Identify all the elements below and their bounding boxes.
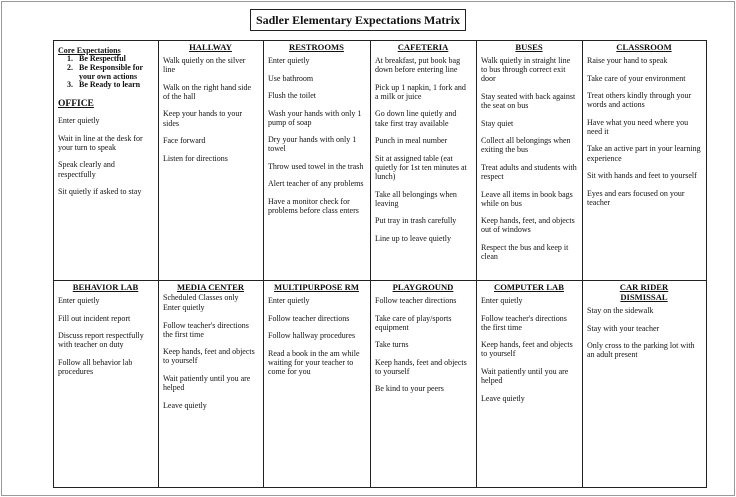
media-center-item: Keep hands, feet and objects to yourself: [163, 347, 255, 366]
buses-item: Walk quietly in straight line to bus through correct exit door: [481, 56, 571, 84]
hallway-cell: [159, 41, 264, 281]
classroom-item: Raise your hand to speak: [587, 56, 668, 65]
hallway-item: Keep your hands to your sides: [163, 109, 243, 128]
buses-item: Treat adults and students with respect: [481, 162, 577, 182]
cafeteria-item: At breakfast, put book bag down before entering line: [375, 56, 461, 75]
media-center-item: Enter quietly: [163, 303, 205, 312]
playground-item: Follow teacher directions: [375, 296, 457, 305]
media-center-subheading: Scheduled Classes only: [163, 293, 239, 302]
computer-lab-item: Leave quietly: [481, 393, 525, 403]
buses-item: Collect all belongings when exiting the bus: [481, 136, 571, 155]
computer-lab-heading: COMPUTER LAB: [494, 282, 564, 292]
office-item: Speak clearly and respectfully: [58, 160, 115, 179]
cafeteria-item: Take all belongings when leaving: [375, 189, 457, 208]
core-expectations-list: [58, 55, 153, 90]
computer-lab-item: Wait patiently until you are helped: [481, 366, 569, 386]
core-expectations-heading: Core Expectations: [58, 46, 121, 55]
playground-item: Take care of play/sports equipment: [375, 313, 452, 332]
restrooms-cell: [264, 41, 371, 281]
multipurpose-cell: [264, 281, 371, 488]
playground-item: Be kind to your peers: [375, 384, 444, 394]
restrooms-item: Throw used towel in the trash: [268, 161, 364, 171]
classroom-item: Treat others kindly through your words and actions: [587, 91, 692, 110]
cafeteria-heading: CAFETERIA: [397, 42, 449, 52]
hallway-item: Listen for directions: [163, 153, 228, 163]
cafeteria-item: Punch in meal number: [375, 136, 448, 146]
restrooms-item: Alert teacher of any problems: [268, 179, 364, 189]
computer-lab-item: Follow teacher's directions the first time: [481, 313, 567, 332]
behavior-lab-item: Discuss report respectfully with teacher on duty: [58, 331, 144, 350]
multipurpose-item: Follow teacher directions: [268, 313, 350, 323]
computer-lab-cell: [477, 281, 583, 488]
buses-item: Keep hands, feet, and objects out of windows: [481, 216, 575, 235]
office-item: Wait in line at the desk for your turn to speak: [58, 133, 143, 152]
buses-heading: BUSES: [515, 42, 543, 52]
restrooms-heading: RESTROOMS: [289, 42, 344, 52]
restrooms-item: Dry your hands with only 1 towel: [268, 135, 357, 154]
media-center-item: Wait patiently until you are helped: [163, 373, 251, 393]
car-rider-item: Stay with your teacher: [587, 323, 660, 333]
classroom-heading: CLASSROOM: [616, 42, 672, 52]
core-office-cell: [54, 41, 159, 281]
hallway-heading: HALLWAY: [189, 42, 232, 52]
classroom-item: Eyes and ears focused on your teacher: [587, 188, 685, 207]
hallway-item: Face forward: [163, 136, 206, 146]
office-heading: OFFICE: [58, 99, 94, 110]
classroom-item: Take an active part in your learning experience: [587, 144, 701, 163]
media-center-item: Leave quietly: [163, 400, 207, 410]
restrooms-item: Use bathroom: [268, 73, 314, 83]
behavior-lab-heading: BEHAVIOR LAB: [72, 282, 139, 292]
buses-item: Respect the bus and keep it clean: [481, 242, 569, 262]
behavior-lab-item: Fill out incident report: [58, 313, 131, 323]
media-center-item: Follow teacher's directions the first time: [163, 320, 249, 339]
cafeteria-item: Line up to leave quietly: [375, 233, 451, 243]
behavior-lab-cell: [54, 281, 159, 488]
classroom-cell: [583, 41, 707, 281]
buses-item: Stay seated with back against the seat on bus: [481, 91, 576, 111]
cafeteria-item: Sit at assigned table (eat quietly for 1st ten minutes at lunch): [375, 153, 467, 182]
computer-lab-item: Keep hands, feet and objects to yourself: [481, 340, 573, 359]
page-title: Sadler Elementary Expectations Matrix: [250, 9, 466, 31]
buses-item: Leave all items in book bags while on bus: [481, 189, 573, 208]
cafeteria-item: Put tray in trash carefully: [375, 216, 457, 226]
media-center-cell: [159, 281, 264, 488]
classroom-item: Take care of your environment: [587, 73, 686, 83]
car-rider-item: Only cross to the parking lot with an adult present: [587, 341, 695, 360]
multipurpose-heading: MULTIPURPOSE RM: [274, 282, 359, 292]
buses-cell: [477, 41, 583, 281]
restrooms-item: Flush the toilet: [268, 91, 316, 100]
playground-heading: PLAYGROUND: [392, 282, 454, 292]
hallway-item: Walk quietly on the silver line: [163, 56, 246, 75]
playground-item: Keep hands, feet and objects to yourself: [375, 357, 467, 376]
buses-item: Stay quiet: [481, 118, 514, 128]
behavior-lab-item: Enter quietly: [58, 296, 100, 305]
car-rider-item: Stay on the sidewalk: [587, 306, 654, 315]
office-item: Enter quietly: [58, 116, 100, 126]
car-rider-heading: CAR RIDER: [619, 282, 669, 292]
cafeteria-cell: [371, 41, 477, 281]
behavior-lab-item: Follow all behavior lab procedures: [58, 357, 133, 376]
playground-item: Take turns: [375, 340, 409, 350]
core-item: 3. Be Ready to learn: [75, 81, 153, 90]
computer-lab-item: Enter quietly: [481, 296, 523, 305]
media-center-heading: MEDIA CENTER: [176, 282, 245, 292]
multipurpose-item: Read a book in the am while waiting for your teacher to come for you: [268, 348, 360, 376]
multipurpose-item: Follow hallway procedures: [268, 331, 356, 340]
classroom-item: Have what you need where you need it: [587, 117, 689, 136]
restrooms-item: Have a monitor check for problems before class enters: [268, 196, 359, 216]
expectations-matrix: [53, 40, 707, 488]
car-rider-cell: [583, 281, 707, 488]
office-item: Sit quietly if asked to stay: [58, 187, 142, 197]
multipurpose-item: Enter quietly: [268, 296, 310, 305]
playground-cell: [371, 281, 477, 488]
car-rider-heading-line2: DISMISSAL: [620, 292, 668, 302]
cafeteria-item: Pick up 1 napkin, 1 fork and a milk or juice: [375, 82, 466, 101]
cafeteria-item: Go down line quietly and take first tray available: [375, 109, 457, 128]
core-item: 1. Be Respectful: [75, 55, 153, 64]
hallway-item: Walk on the right hand side of the hall: [163, 82, 252, 101]
restrooms-item: Wash your hands with only 1 pump of soap: [268, 108, 362, 127]
core-item: 2. Be Responsible for your own actions: [75, 64, 153, 82]
classroom-item: Sit with hands and feet to yourself: [587, 171, 697, 181]
restrooms-item: Enter quietly: [268, 56, 310, 65]
